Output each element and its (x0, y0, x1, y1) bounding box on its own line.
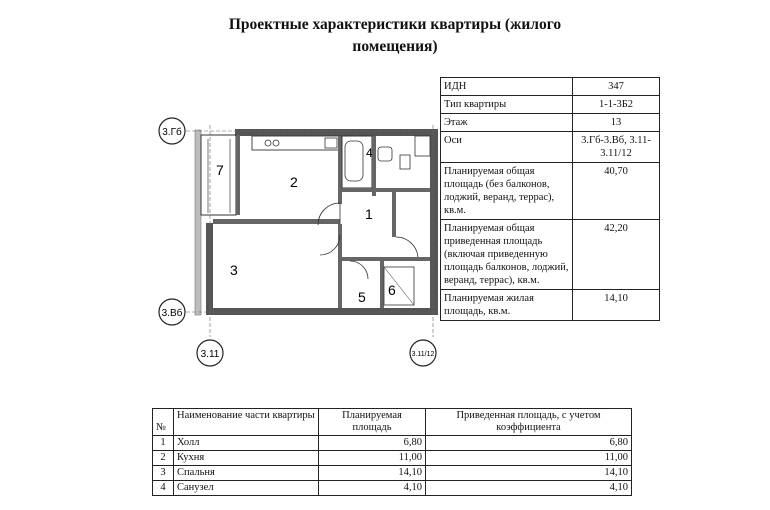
rooms-table (152, 408, 632, 496)
table-row (153, 451, 632, 466)
property-value: 42,20 (573, 220, 660, 290)
room-reduced-cell: 14,10 (426, 466, 632, 481)
apartment-properties-table (440, 77, 660, 321)
room-area-cell: 11,00 (319, 451, 426, 466)
axis-label-bottom-2: 3.11/12 (411, 351, 435, 358)
property-row (441, 290, 660, 321)
property-label: Планируемая жилая площадь, кв.м. (441, 290, 573, 321)
room-reduced-cell: 11,00 (426, 451, 632, 466)
room-name-cell: Спальня (174, 466, 319, 481)
property-row (441, 132, 660, 163)
property-value: 3.Гб-3.Вб, 3.11-3.11/12 (573, 132, 660, 163)
axis-label-bottom-left: 3.Вб (161, 308, 183, 319)
room-num-cell: 3 (153, 466, 174, 481)
room-area-cell: 4,10 (319, 481, 426, 496)
kitchen-bedroom-wall (213, 219, 340, 224)
room-label-7: 7 (216, 162, 224, 178)
sink (378, 147, 392, 161)
room-name-cell: Санузел (174, 481, 319, 496)
hall-storage-wall (338, 257, 430, 261)
property-value: 1-1-3Б2 (573, 96, 660, 114)
room-label-1: 1 (365, 206, 373, 222)
room-label-2: 2 (290, 174, 298, 190)
table-row (153, 481, 632, 496)
room-label-6: 6 (388, 282, 396, 298)
page-title-line-2: помещения) (352, 38, 438, 55)
axis-bubble-bottom-left (159, 299, 185, 325)
kitchen-balcony-wall (236, 135, 240, 215)
plan-left-band (195, 130, 201, 315)
property-row (441, 163, 660, 220)
property-label: Планируемая общая площадь (без балконов, лоджий, веранд, террас), кв.м. (441, 163, 573, 220)
bathroom-outline (342, 136, 372, 188)
room-area-cell: 14,10 (319, 466, 426, 481)
plan-right-wall (430, 129, 438, 315)
page-title-line-1: Проектные характеристики квартиры (жилого (228, 16, 562, 33)
plan-top-wall (235, 129, 430, 136)
property-row (441, 78, 660, 96)
axis-bubble-bottom-1 (197, 340, 223, 366)
room-num-cell: 4 (153, 481, 174, 496)
axis-bubble-top-left (159, 118, 185, 144)
property-value: 13 (573, 114, 660, 132)
room-area-cell: 6,80 (319, 436, 426, 451)
property-row (441, 220, 660, 290)
axis-label-bottom-1: 3.11 (200, 349, 220, 360)
room-reduced-cell: 4,10 (426, 481, 632, 496)
room-label-5: 5 (358, 289, 366, 305)
room-name-cell: Холл (174, 436, 319, 451)
property-label: Тип квартиры (441, 96, 573, 114)
header-area: Планируемая площадь (319, 409, 426, 436)
room-reduced-cell: 6,80 (426, 436, 632, 451)
header-name: Наименование части квартиры (174, 409, 319, 436)
room-name-cell: Кухня (174, 451, 319, 466)
property-value: 347 (573, 78, 660, 96)
property-label: Оси (441, 132, 573, 163)
room-num-cell: 2 (153, 451, 174, 466)
header-reduced: Приведенная площадь, с учетом коэффициента (426, 409, 632, 436)
property-label: ИДН (441, 78, 573, 96)
property-label: Планируемая общая приведенная площадь (включая приведенную площадь балконов, лоджий, веранд, террас), кв.м. (441, 220, 573, 290)
floor-plan (140, 95, 445, 385)
toilet (400, 155, 410, 169)
axis-label-top-left: 3.Гб (162, 127, 182, 138)
bathtub (345, 141, 363, 181)
header-num: № (153, 409, 174, 436)
property-label: Этаж (441, 114, 573, 132)
room-label-3: 3 (230, 262, 238, 278)
page-title (150, 14, 640, 58)
property-row (441, 96, 660, 114)
hall-bathroom-wall (342, 188, 430, 192)
property-value: 14,10 (573, 290, 660, 321)
property-row (441, 114, 660, 132)
axis-bubble-bottom-2 (410, 340, 436, 366)
hall-kitchen-wall (338, 136, 342, 204)
table-row (153, 466, 632, 481)
door-arc-bedroom (320, 235, 340, 255)
property-value: 40,70 (573, 163, 660, 220)
room-num-cell: 1 (153, 436, 174, 451)
room-label-4: 4 (366, 146, 373, 160)
plan-bottom-wall (208, 308, 438, 315)
rooms-table-header (153, 409, 632, 436)
table-row (153, 436, 632, 451)
door-arc-entry (396, 237, 418, 259)
plan-left-wall (206, 223, 213, 315)
